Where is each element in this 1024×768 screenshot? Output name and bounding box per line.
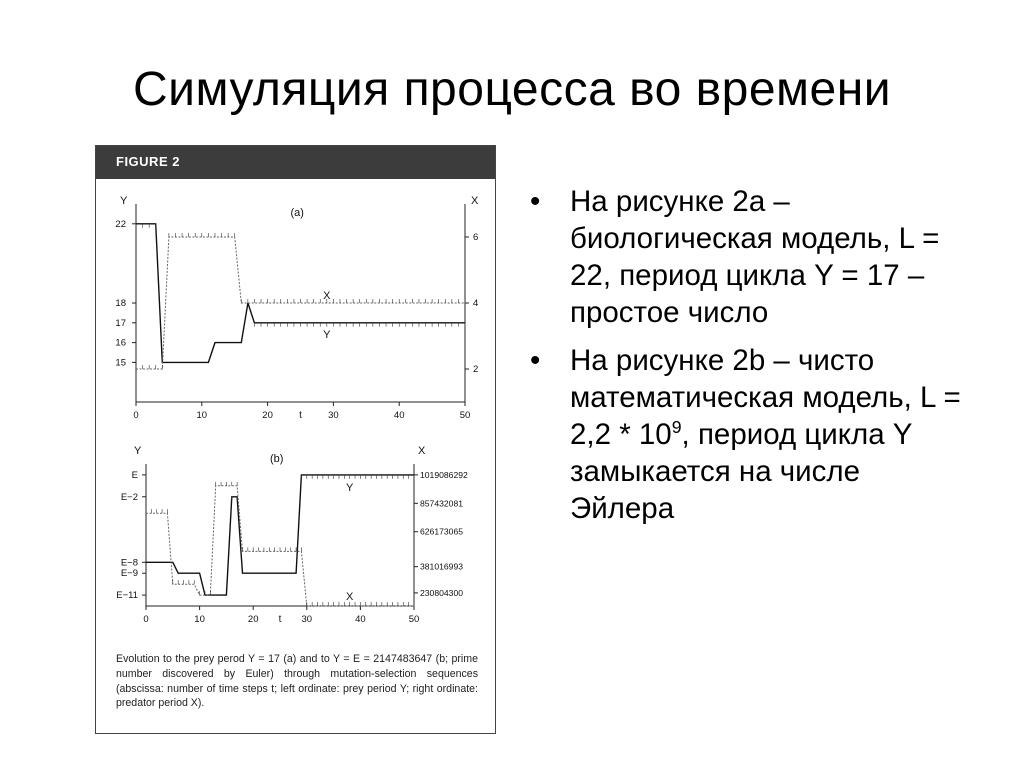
chart-a-y2-tick-label: 6	[473, 232, 479, 243]
bullet-exponent: 9	[671, 417, 682, 438]
bullet-item	[530, 342, 970, 527]
chart-b-y2-tick-label: 381016993	[420, 561, 464, 572]
bullet-item	[530, 183, 970, 331]
chart-b-y2-tick-label: 1019086292	[420, 469, 468, 480]
chart-b-y-tick-label: E−2	[120, 491, 138, 503]
figure-caption: Evolution to the prey perod Y = 17 (a) and to Y = E = 2147483647 (b; prime number discovered by Euler) through mutation-selection sequences (abscissa: number of time steps t; left ordinate: prey period Y; right ordinate: predator period X).	[116, 653, 478, 710]
chart-a-y2-tick-label: 2	[473, 364, 479, 375]
chart-b-series-x-line	[146, 486, 414, 606]
chart-b-x-tick-label: 10	[194, 614, 205, 625]
chart-a-y-tick-label: 15	[115, 357, 126, 369]
chart-b-series-y-label: Y	[346, 481, 354, 494]
chart-a-y2-tick-label: 4	[473, 298, 479, 309]
chart-a-y-tick-label: 16	[115, 337, 126, 349]
chart-b-y2-tick-label: 626173065	[420, 526, 464, 537]
figure-panel	[95, 145, 496, 734]
chart-a-series-x-label: X	[323, 290, 331, 302]
chart-a-xlabel: t	[299, 410, 302, 421]
chart-b-y-tick-label: E−9	[120, 568, 138, 580]
bullet-dot-icon: •	[530, 185, 541, 218]
chart-a-y-tick-label: 22	[115, 218, 126, 230]
bullet-list	[530, 183, 970, 538]
chart-a-x-tick-label: 20	[262, 410, 273, 421]
slide-title: Симуляция процесса во времени	[132, 63, 892, 116]
chart-b-y-tick-label: E−11	[116, 590, 138, 602]
chart-b-y-tick-label: E	[131, 469, 138, 481]
chart-b-x-tick-label: 0	[143, 614, 149, 625]
bullet-text-continued: , период цикла Y замыкается на числе Эйлера	[570, 418, 912, 525]
chart-b-ylabel-right: X	[418, 445, 426, 457]
chart-a-ylabel-left: Y	[120, 195, 128, 207]
chart-a-x-tick-label: 50	[459, 410, 471, 421]
chart-a-ylabel-right: X	[471, 195, 479, 207]
figure-label: FIGURE 2	[116, 154, 180, 169]
chart-b-x-tick-label: 30	[301, 614, 313, 625]
chart-a-x-tick-label: 40	[393, 410, 405, 421]
chart-b-y2-tick-label: 857432081	[420, 498, 464, 509]
chart-b-ylabel-left: Y	[134, 445, 142, 457]
chart-a-x-tick-label: 30	[328, 410, 339, 421]
chart-b-y2-tick-label: 230804300	[420, 587, 464, 598]
chart-a-x-tick-label: 0	[133, 410, 139, 421]
chart-a-y-tick-label: 17	[115, 317, 126, 329]
bullet-text: На рисунке 2a – биологическая модель, L = 22, период цикла Y = 17 – простое число	[570, 185, 940, 329]
chart-a-series-y-line	[136, 224, 465, 363]
chart-a-series-y-label: Y	[323, 328, 331, 341]
chart-b-x-tick-label: 40	[355, 614, 366, 625]
chart-a-title: (a)	[290, 207, 304, 219]
chart-b-series-x-label: X	[346, 591, 354, 603]
figure-charts	[96, 146, 497, 646]
chart-b-x-tick-label: 20	[247, 614, 259, 625]
chart-b-y-tick-label: E−8	[120, 557, 138, 569]
chart-b-series-y-line	[146, 475, 414, 595]
bullet-text: На рисунке 2b – чисто математическая модель, L = 2,2 * 10	[570, 344, 961, 451]
chart-b-x-tick-label: 50	[408, 614, 420, 625]
bullet-dot-icon: •	[530, 344, 541, 377]
chart-b-xlabel: t	[278, 614, 282, 625]
chart-a-y-tick-label: 18	[115, 298, 126, 309]
chart-b-title: (b)	[270, 453, 284, 465]
chart-a-x-tick-label: 10	[196, 410, 208, 421]
